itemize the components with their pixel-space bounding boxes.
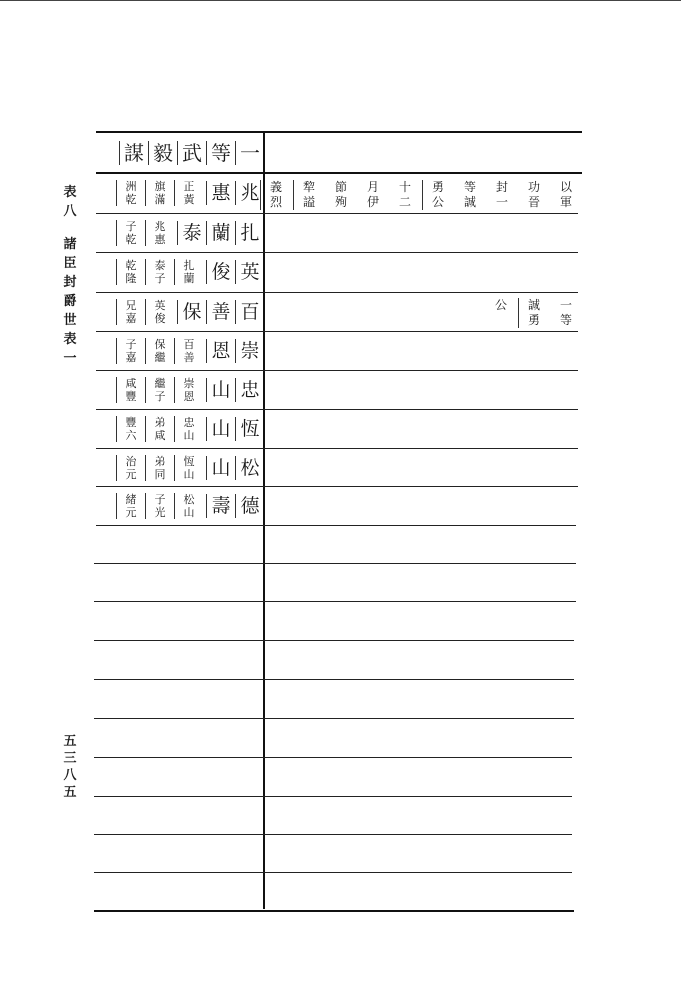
rank-title-char: 武 xyxy=(177,141,204,165)
page-number xyxy=(62,733,78,801)
table-top-rule xyxy=(96,131,582,133)
side-char: 一 xyxy=(63,351,77,366)
note-col: 兆 惠 xyxy=(145,220,172,246)
row-rule xyxy=(96,370,578,371)
table-row xyxy=(96,334,262,368)
note-col: 忠 山 xyxy=(174,416,201,442)
note-col: 子 乾 xyxy=(116,220,143,246)
note-col: 子 光 xyxy=(145,493,172,519)
table-row xyxy=(96,216,262,250)
side-char: 八 xyxy=(63,204,77,219)
entry-col: 功 晉 xyxy=(527,180,540,209)
note-col: 洲 乾 xyxy=(116,180,143,206)
entry-col: 等 誠 xyxy=(463,180,476,209)
note-col: 英 俊 xyxy=(145,299,172,325)
row-rule xyxy=(96,213,578,214)
holder-name-char: 扎 xyxy=(235,221,262,245)
note-col: 保 繼 xyxy=(145,338,172,364)
entry-col: 義 烈 xyxy=(260,180,289,210)
entry-col: 月 伊 xyxy=(366,180,379,209)
page-number-char: 五 xyxy=(63,785,77,800)
note-col: 松 山 xyxy=(174,493,201,519)
entry-col: 公 xyxy=(494,298,507,312)
note-col: 繼 子 xyxy=(145,377,172,403)
row-rule xyxy=(94,640,574,641)
entry-col: 以 軍 xyxy=(559,180,572,209)
rank-title-char: 謀 xyxy=(119,141,146,165)
row-rule xyxy=(94,796,572,797)
row-rule xyxy=(96,292,578,293)
note-col: 旗 滿 xyxy=(145,180,172,206)
entry-col: 十 二 xyxy=(398,180,411,209)
note-col: 弟 同 xyxy=(145,455,172,481)
row-rule xyxy=(94,718,574,719)
row-rule xyxy=(94,601,576,602)
note-col: 崇 恩 xyxy=(174,377,201,403)
note-col: 緒 元 xyxy=(116,493,143,519)
table-row xyxy=(96,451,262,485)
note-col: 扎 蘭 xyxy=(174,259,201,285)
holder-name-char: 恩 xyxy=(206,339,233,363)
side-char: 爵 xyxy=(63,294,77,309)
table-row xyxy=(96,295,262,329)
row-rule xyxy=(94,834,572,835)
entry-col: 犂 謚 xyxy=(293,180,322,210)
row-rule xyxy=(94,757,572,758)
row-rule xyxy=(96,409,578,410)
note-col: 弟 咸 xyxy=(145,416,172,442)
holder-name-char: 山 xyxy=(206,378,233,402)
side-char: 封 xyxy=(63,275,77,290)
note-col: 正 黃 xyxy=(174,180,201,206)
entry-col: 封 一 xyxy=(495,180,508,209)
holder-name-char: 恆 xyxy=(235,417,262,441)
holder-name-char: 崇 xyxy=(235,339,262,363)
side-char: 表 xyxy=(63,332,77,347)
note-col: 兄 嘉 xyxy=(116,299,143,325)
holder-name-char: 忠 xyxy=(235,378,262,402)
side-char: 諸 xyxy=(63,237,77,252)
note-col: 乾 隆 xyxy=(116,259,143,285)
side-title xyxy=(62,183,78,368)
note-col: 治 元 xyxy=(116,455,143,481)
row-rule xyxy=(96,448,578,449)
rank-title-char: 一 xyxy=(235,141,262,165)
title-entry-text xyxy=(260,180,579,210)
holder-name-char: 兆 xyxy=(235,181,262,205)
table-row xyxy=(96,489,262,523)
row-rule xyxy=(96,172,582,174)
holder-name-char: 善 xyxy=(206,300,233,324)
title-entry-text xyxy=(486,298,579,328)
row-rule xyxy=(96,525,576,526)
entry-col: 節 殉 xyxy=(334,180,347,209)
row-rule xyxy=(96,331,578,332)
side-char: 世 xyxy=(63,313,77,328)
page-top-rule xyxy=(0,0,681,1)
holder-name-char: 惠 xyxy=(206,181,233,205)
table-row xyxy=(96,255,262,289)
holder-name-char: 山 xyxy=(206,417,233,441)
holder-name-char: 百 xyxy=(235,300,262,324)
table-bottom-rule xyxy=(94,910,574,912)
page-number-char: 八 xyxy=(63,768,77,783)
note-col: 恆 山 xyxy=(174,455,201,481)
holder-name-char: 泰 xyxy=(177,221,204,245)
holder-name-char: 山 xyxy=(206,456,233,480)
holder-name-char: 松 xyxy=(235,456,262,480)
entry-col: 一 等 xyxy=(559,298,572,327)
note-col: 子 嘉 xyxy=(116,338,143,364)
row-rule xyxy=(94,872,572,873)
note-col: 泰 子 xyxy=(145,259,172,285)
holder-name-char: 德 xyxy=(235,494,262,518)
note-col: 咸 豐 xyxy=(116,377,143,403)
table-row xyxy=(96,176,262,210)
page-number-char: 三 xyxy=(63,751,77,766)
table-row xyxy=(96,373,262,407)
entry-col: 誠 勇 xyxy=(518,298,547,328)
table-row xyxy=(96,412,262,446)
page-number-char: 五 xyxy=(63,734,77,749)
rank-title-row xyxy=(96,138,262,168)
note-col: 豐 六 xyxy=(116,416,143,442)
holder-name-char: 保 xyxy=(177,300,204,324)
entry-col: 勇 公 xyxy=(422,180,451,210)
note-col: 百 善 xyxy=(174,338,201,364)
rank-title-char: 等 xyxy=(206,141,233,165)
row-rule xyxy=(94,679,574,680)
holder-name-char: 壽 xyxy=(206,494,233,518)
holder-name-char: 蘭 xyxy=(206,221,233,245)
side-char: 臣 xyxy=(63,256,77,271)
holder-name-char: 英 xyxy=(235,260,262,284)
row-rule xyxy=(96,252,578,253)
row-rule xyxy=(94,563,576,564)
holder-name-char: 俊 xyxy=(206,260,233,284)
table-divider xyxy=(263,131,265,909)
rank-title-char: 毅 xyxy=(148,141,175,165)
side-char: 表 xyxy=(63,185,77,200)
row-rule xyxy=(96,486,578,487)
